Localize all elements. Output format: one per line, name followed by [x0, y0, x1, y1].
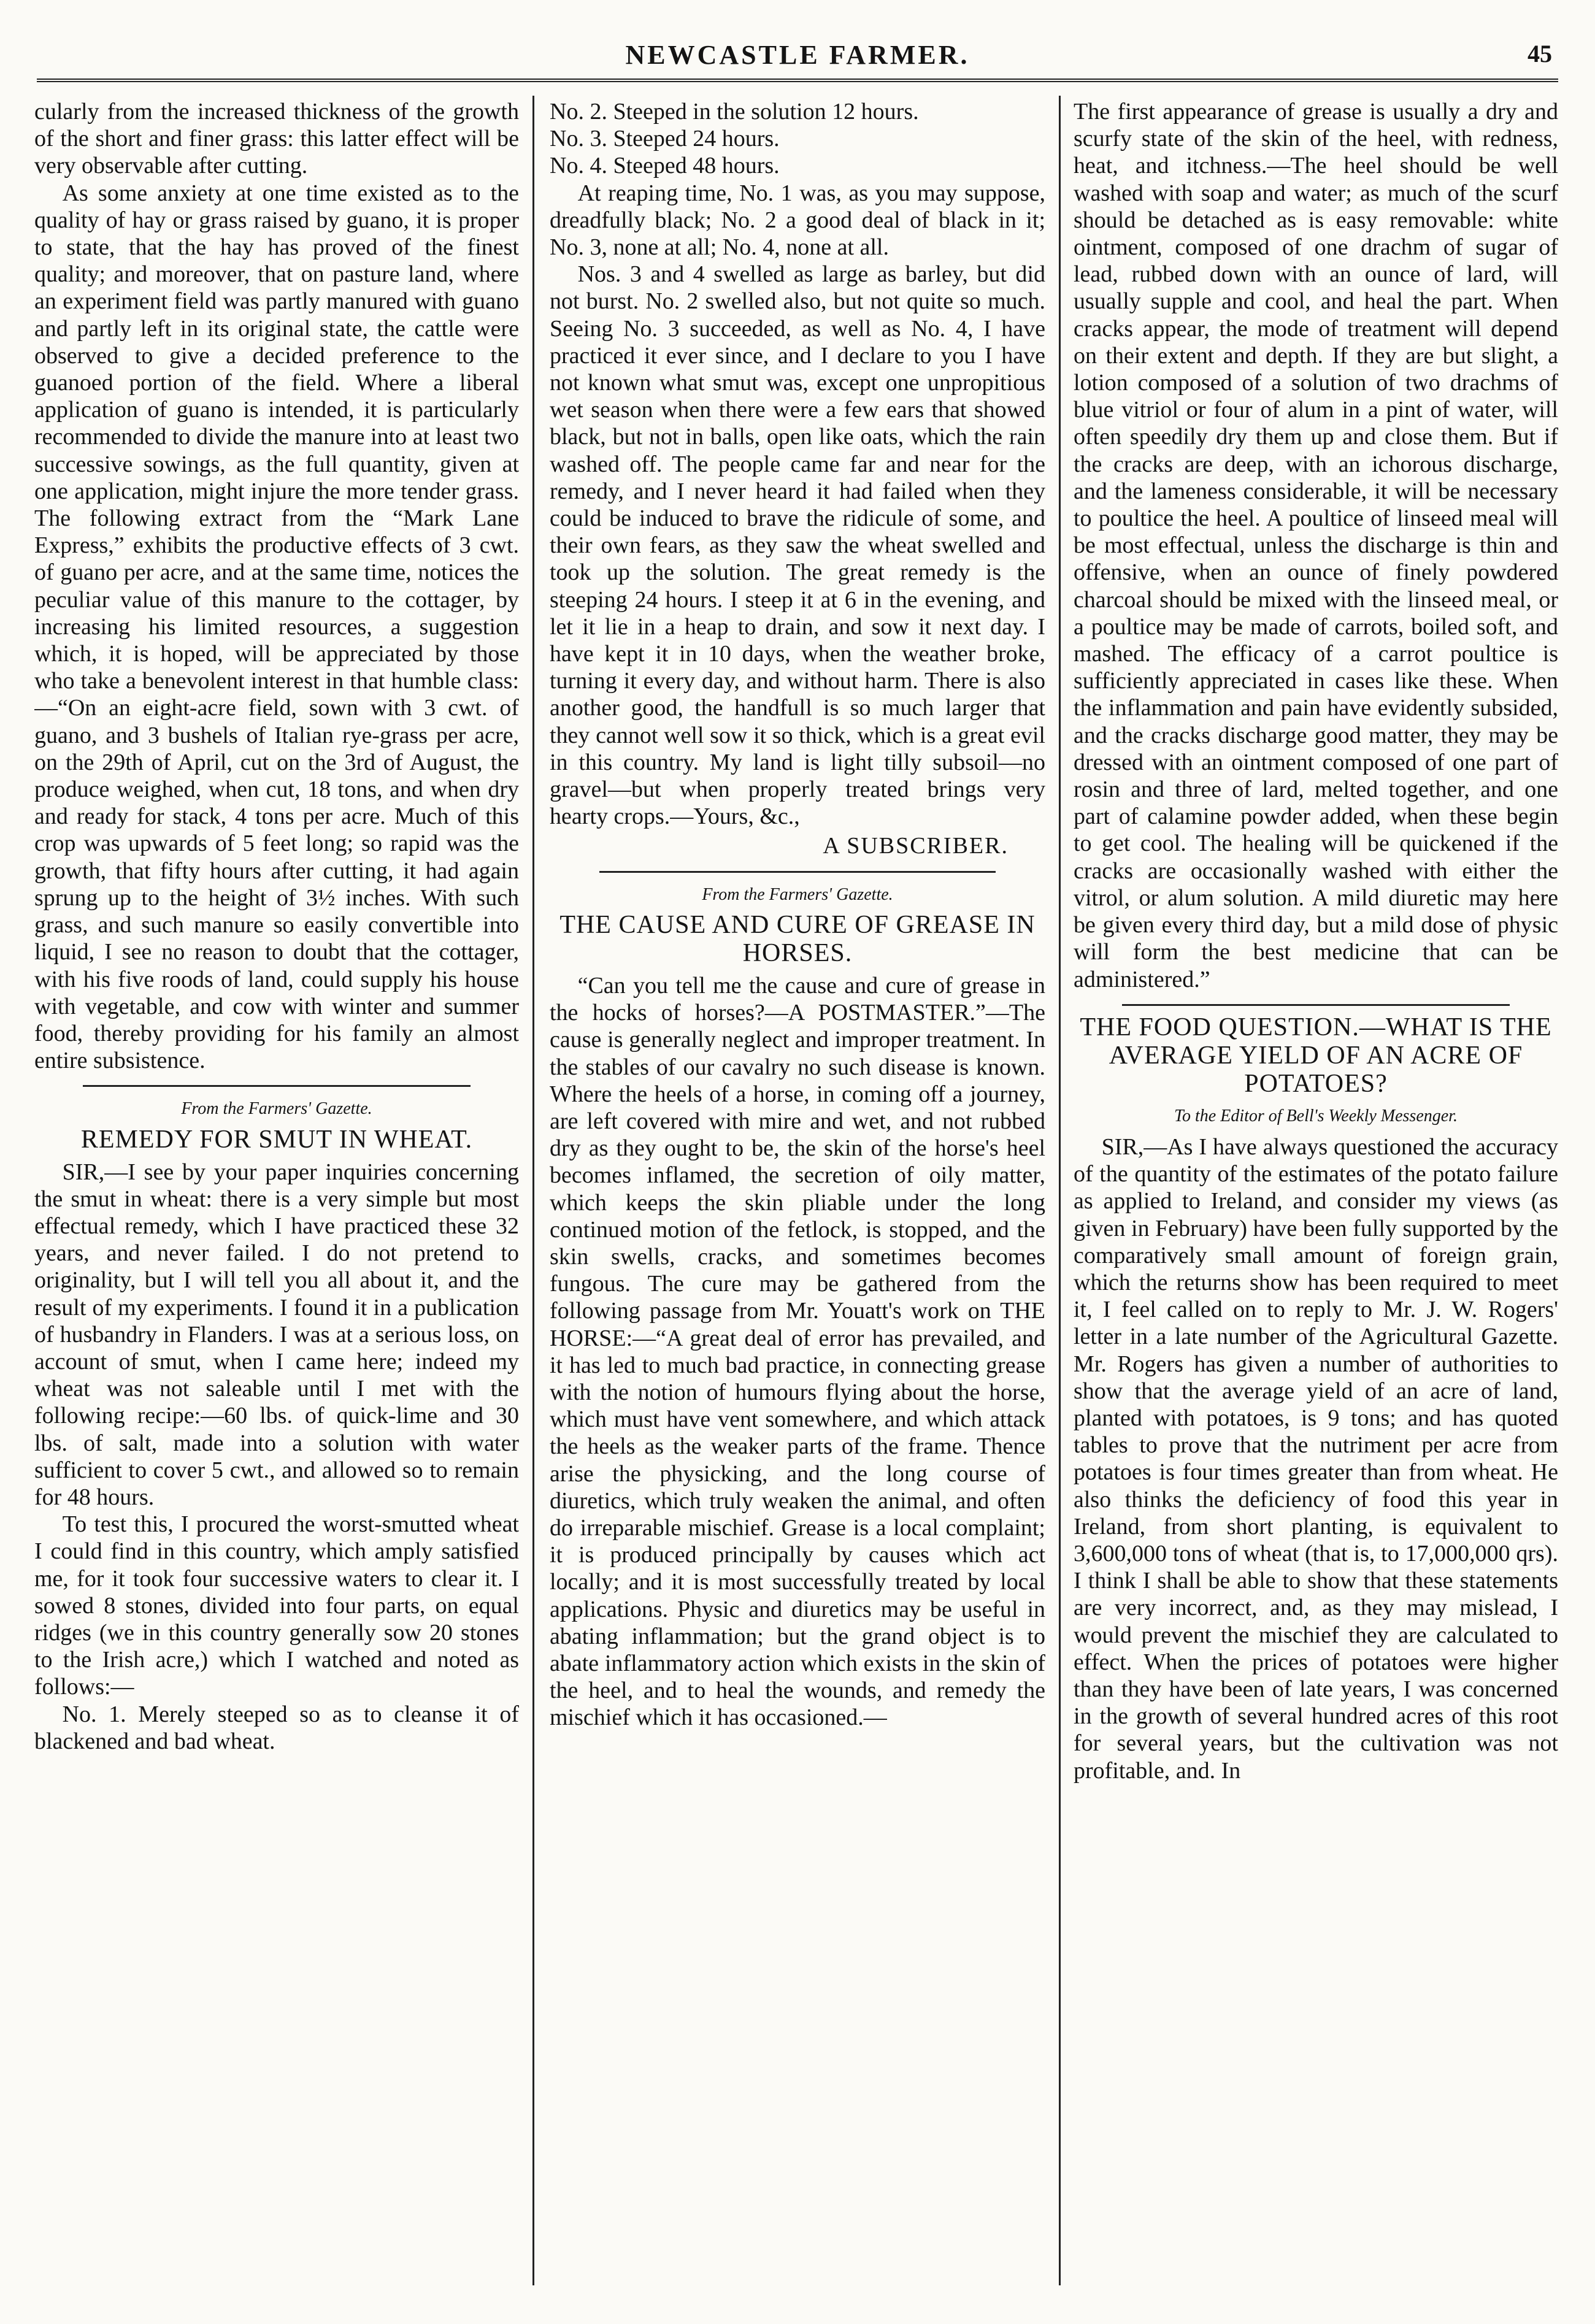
signature: A SUBSCRIBER.	[823, 833, 1009, 859]
column-3	[1074, 98, 1558, 2282]
column-2	[550, 98, 1045, 2282]
paragraph: Nos. 3 and 4 swelled as large as barley, but did not burst. No. 2 swelled also, but not quite so much. Seeing No. 3 succeeded, as well as No. 4, I have practiced it ever since, and I declare to you I have not known what smut was, except one unpropitious wet season when there were a few ears that showed black, but not in balls, open like oats, which the rain washed off. The people came far and near for the remedy, and I never heard it had failed when they could be induced to brave the ridicule of some, and their own fears, as they saw the wheat swelled and took up the solution. The great remedy is the steeping 24 hours. I steep it at 6 in the evening, and let it lie in a heap to drain, and sow it next day. I have kept it in 10 days, when the weather broke, turning it every day, and without harm. There is also another good, the handfull is so much larger that they cannot well sow it so thick, which is a great evil in this country. My land is light tilly subsoil—no gravel—but when properly treated brings very hearty crops.—Yours, &c.,	[550, 261, 1045, 830]
article-heading: REMEDY FOR SMUT IN WHEAT.	[80, 1125, 473, 1154]
paragraph: At reaping time, No. 1 was, as you may suppose, dreadfully black; No. 2 a good deal of black in it; No. 3, none at all; No. 4, none at all.	[550, 180, 1045, 261]
paragraph: “Can you tell me the cause and cure of grease in the hocks of horses?—A POSTMASTER.”—The cause is generally neglect and improper treatment. In the stables of our cavalry no such disease is known. Where the heels of a horse, in coming off a journey, are left covered with mire and wet, and not rubbed dry as they ought to be, the skin of the horse's heel becomes inflamed, the secretion of oily matter, which keeps the skin pliable under the long continued motion of the fetlock, is stopped, and the skin swells, cracks, and sometimes becomes fungous. The cure may be gathered from the following passage from Mr. Youatt's work on THE HORSE:—“A great deal of error has prevailed, and it has led to much bad practice, in connecting grease with the notion of humours flying about the horse, which must have vent somewhere, and which attack the heels as the weaker parts of the frame. Thence arise the physicking, and the long course of diuretics, which truly weaken the animal, and often do irreparable mischief. Grease is a local complaint; it is produced principally by causes which act locally; and it is most successfully treated by local applications. Physic and diuretics may be useful in abating inflammation; but the grand object is to abate inflammatory action which exists in the skin of the heel, and to heal the wounds, and remedy the mischief which it has occasioned.—	[550, 972, 1045, 1731]
article-heading: THE CAUSE AND CURE OF GREASE IN HORSES.	[559, 910, 1036, 967]
column-rule	[1059, 96, 1061, 2285]
paragraph: SIR,—As I have always questioned the accuracy of the quantity of the estimates of the potato failure as applied to Ireland, and consider my views (as given in February) have been fully supported by the comparatively small amount of foreign grain, which the returns show has been required to meet it, I feel called on to reply to Mr. J. W. Rogers' letter in a late number of the Agricultural Gazette. Mr. Rogers has given a number of authorities to show that the average yield of an acre of land, planted with potatoes, is 9 tons; and has quoted tables to prove that the nutriment per acre from potatoes is four times greater than from wheat. He also thinks the deficiency of food this year in Ireland, from short planting, is equivalent to 3,600,000 tons of wheat (that is, to 17,000,000 qrs). I think I shall be able to show that these statements are very incorrect, and, as they may mislead, I would prevent the mischief they are calculated to effect. When the prices of potatoes were higher than they have been of late years, I was concerned in the growth of several hundred acres of this root for several years, but the cultivation was not profitable, and. In	[1074, 1133, 1558, 1784]
paragraph: SIR,—I see by your paper inquiries concerning the smut in wheat: there is a very simple but most effectual remedy, which I have practiced these 32 years, and never failed. I do not pretend to originality, but I will tell you all about it, and the result of my experiments. I found it in a publication of husbandry in Flanders. I was at a serious loss, on account of smut, when I came here; indeed my wheat was not saleable until I met with the following recipe:—60 lbs. of quick-lime and 30 lbs. of salt, made into a solution with water sufficient to cover 5 cwt., and allowed so to remain for 48 hours.	[34, 1159, 519, 1510]
page-number: 45	[1528, 40, 1552, 67]
divider	[1122, 1004, 1510, 1006]
list-item: No. 4. Steeped 48 hours.	[550, 153, 780, 179]
article-source: From the Farmers' Gazette.	[181, 1099, 372, 1119]
steeping-list	[550, 98, 1045, 180]
divider	[599, 871, 996, 873]
article-heading: THE FOOD QUESTION.—WHAT IS THE AVERAGE YIELD OF AN ACRE OF POTATOES?	[1080, 1013, 1552, 1098]
column-rule	[532, 96, 534, 2285]
paragraph: To test this, I procured the worst-smutted wheat I could find in this country, which amply satisfied me, for it took four successive waters to clear it. I sowed 8 stones, divided into four parts, on equal ridges (we in this country generally sow 20 stones to the Irish acre,) which I watched and noted as follows:—	[34, 1511, 519, 1700]
list-item: No. 2. Steeped in the solution 12 hours.	[550, 99, 919, 125]
masthead	[37, 36, 1558, 82]
page-title: NEWCASTLE FARMER.	[625, 40, 970, 70]
paragraph: As some anxiety at one time existed as to the quality of hay or grass raised by guano, it is proper to state, that the hay has proved of the finest quality; and moreover, that on pasture land, where an experiment field was partly manured with guano and partly left in its original state, the cattle were observed to give a decided preference to the guanoed portion of the field. Where a liberal application of guano is intended, it is particularly recommended to divide the manure into at least two successive sowings, as the full quantity, given at one application, might injure the more tender grass. The following extract from the “Mark Lane Express,” exhibits the productive effects of 3 cwt. of guano per acre, and at the same time, notices the peculiar value of this manure to the cottager, by increasing his limited resources, a suggestion which, it is hoped, will be appreciated by those who take a benevolent interest in that humble class:—“On an eight-acre field, sown with 3 cwt. of guano, and 3 bushels of Italian rye-grass per acre, on the 29th of April, cut on the 3rd of August, the produce weighed, when cut, 18 tons, and when dry and ready for stack, 4 tons per acre. Much of this crop was upwards of 5 feet long; so rapid was the growth, that fifty hours after cutting, it had again sprung up to the height of 3½ inches. With such grass, and such manure so easily convertible into liquid, I see no reason to doubt that the cottager, with his five roods of land, could supply his house with vegetable, and cow with winter and summer food, thereby providing for his family an almost entire subsistence.	[34, 180, 519, 1074]
paragraph: The first appearance of grease is usually a dry and scurfy state of the skin of the heel, with redness, heat, and itchness.—The heel should be well washed with soap and water; as much of the scurf should be detached as is easy removable: white ointment, composed of one drachm of sugar of lead, rubbed down with an ounce of lard, will usually supple and cool, and heal the part. When cracks appear, the mode of treatment will depend on their extent and depth. If they are but slight, a lotion composed of a solution of two drachms of blue vitriol or four of alum in a pint of water, will often speedily dry them up and close them. But if the cracks are deep, with an ichorous discharge, and the lameness considerable, it will be necessary to poultice the heel. A poultice of linseed meal will be most effectual, unless the discharge is thin and offensive, when an ounce of finely powdered charcoal should be mixed with the linseed meal, or a poultice may be made of carrots, boiled soft, and mashed. The efficacy of a carrot poultice is sufficiently appreciated in cases like these. When the inflammation and pain have evidently subsided, and the cracks discharge good matter, they may be dressed with an ointment composed of one part of rosin and three of lard, melted together, and one part of calamine powder added, when these begin to get cool. The healing will be quickened if the cracks are occasionally washed with either the vitrol, or alum solution. A mild diuretic may here be given every third day, but a mild dose of physic will form the best medicine that can be administered.”	[1074, 99, 1558, 992]
list-item: No. 3. Steeped 24 hours.	[550, 126, 780, 152]
column-1	[34, 98, 519, 2282]
letter-address: To the Editor of Bell's Weekly Messenger.	[1174, 1106, 1458, 1126]
paragraph: No. 1. Merely steeped so as to cleanse it of blackened and bad wheat.	[34, 1701, 519, 1754]
divider	[83, 1085, 471, 1087]
article-source: From the Farmers' Gazette.	[702, 884, 893, 904]
paragraph: cularly from the increased thickness of the growth of the short and finer grass: this latter effect will be very observable after cutting.	[34, 99, 519, 179]
